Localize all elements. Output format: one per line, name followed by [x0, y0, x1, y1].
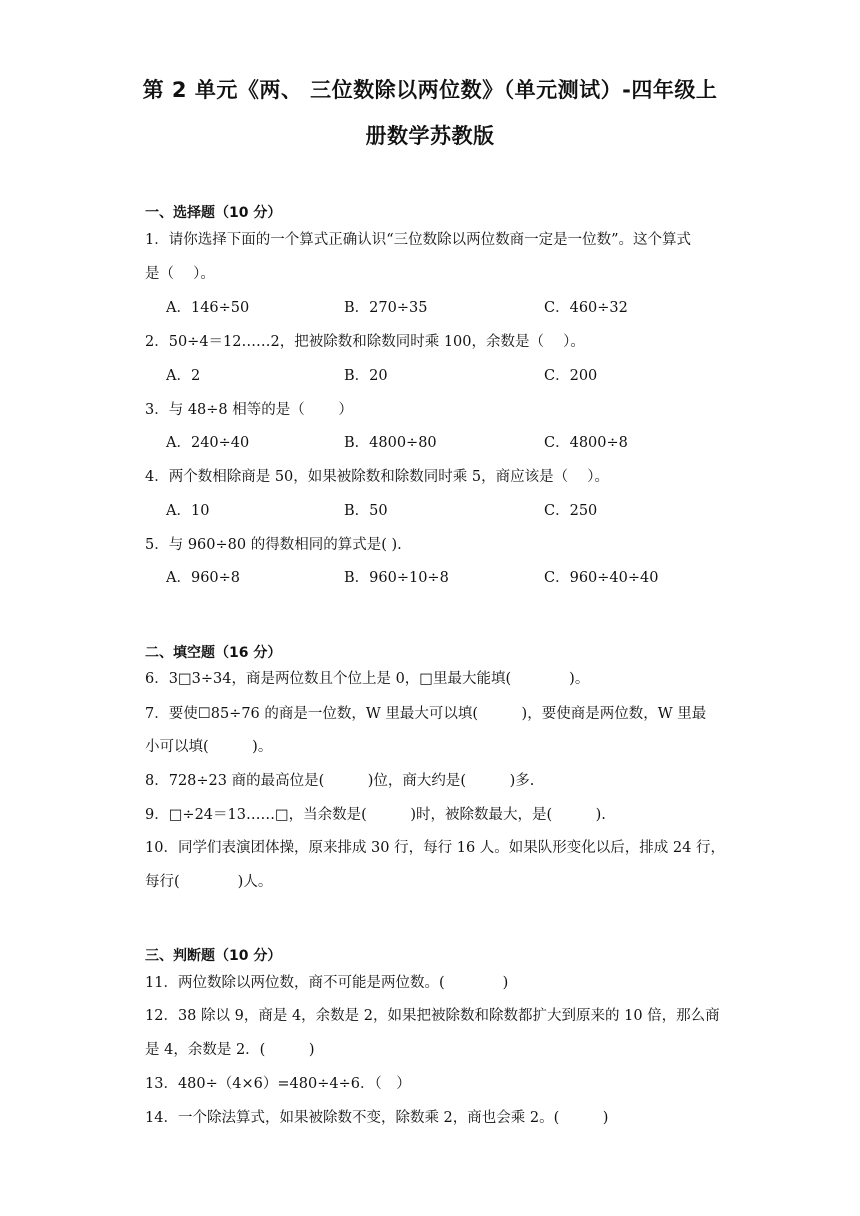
question-6: 6．3□3÷34，商是两位数且个位上是 0，□里最大能填( )。	[145, 671, 590, 687]
question-10-line-1: 10．同学们表演团体操，原来排成 30 行，每行 16 人。如果队形变化以后，排成 24 行，	[145, 840, 725, 856]
question-4-option-c: C．250	[544, 503, 598, 519]
question-1-option-b: B．270÷35	[344, 300, 428, 316]
question-2-option-c: C．200	[544, 368, 598, 384]
question-14: 14．一个除法算式，如果被除数不变，除数乘 2，商也会乘 2。( )	[145, 1110, 609, 1126]
question-7-line-2: 小可以填( )。	[145, 739, 273, 755]
question-11: 11．两位数除以两位数，商不可能是两位数。( )	[145, 975, 509, 991]
question-1-line-1: 1．请你选择下面的一个算式正确认识“三位数除以两位数商一定是一位数”。这个算式	[145, 232, 692, 248]
question-10-line-2: 每行( )人。	[145, 874, 273, 890]
worksheet-title-line-2: 册数学苏教版	[365, 124, 495, 148]
question-4: 4．两个数相除商是 50，如果被除数和除数同时乘 5，商应该是（ ）。	[145, 469, 609, 485]
question-3: 3．与 48÷8 相等的是（ ）	[145, 402, 353, 418]
question-8: 8．728÷23 商的最高位是( )位，商大约是( )多.	[145, 773, 535, 789]
question-2: 2．50÷4＝12……2，把被除数和除数同时乘 100，余数是（ ）。	[145, 334, 585, 350]
question-12-line-1: 12．38 除以 9，商是 4，余数是 2，如果把被除数和除数都扩大到原来的 10 倍，那么商	[145, 1008, 720, 1024]
worksheet-title-line-1: 第 2 单元《两、 三位数除以两位数》（单元测试）-四年级上	[142, 78, 718, 102]
question-5-option-c: C．960÷40÷40	[544, 570, 659, 586]
question-1-option-c: C．460÷32	[544, 300, 628, 316]
question-13: 13．480÷（4×6）=480÷4÷6．（ ）	[145, 1076, 411, 1092]
question-1-option-a: A．146÷50	[166, 300, 250, 316]
question-2-option-a: A．2	[166, 368, 201, 384]
question-5-option-a: A．960÷8	[166, 570, 241, 586]
question-2-option-b: B．20	[344, 368, 388, 384]
question-4-option-a: A．10	[166, 503, 210, 519]
question-1-line-2: 是（ ）。	[145, 266, 215, 282]
section-heading-fill-in: 二、填空题（16 分）	[145, 645, 282, 661]
question-3-option-a: A．240÷40	[166, 435, 250, 451]
question-5: 5．与 960÷80 的得数相同的算式是( ).	[145, 537, 402, 553]
question-3-option-c: C．4800÷8	[544, 435, 628, 451]
question-9: 9．□÷24＝13……□，当余数是( )时，被除数最大，是( ).	[145, 807, 606, 823]
question-5-option-b: B．960÷10÷8	[344, 570, 449, 586]
question-3-option-b: B．4800÷80	[344, 435, 437, 451]
question-4-option-b: B．50	[344, 503, 388, 519]
question-12-line-2: 是 4，余数是 2．( )	[145, 1042, 315, 1058]
section-heading-true-false: 三、判断题（10 分）	[145, 948, 282, 964]
question-7-line-1: 7．要使☐85÷76 的商是一位数，W 里最大可以填( )，要使商是两位数，W 里最	[145, 706, 707, 722]
section-heading-multiple-choice: 一、选择题（10 分）	[145, 205, 282, 221]
